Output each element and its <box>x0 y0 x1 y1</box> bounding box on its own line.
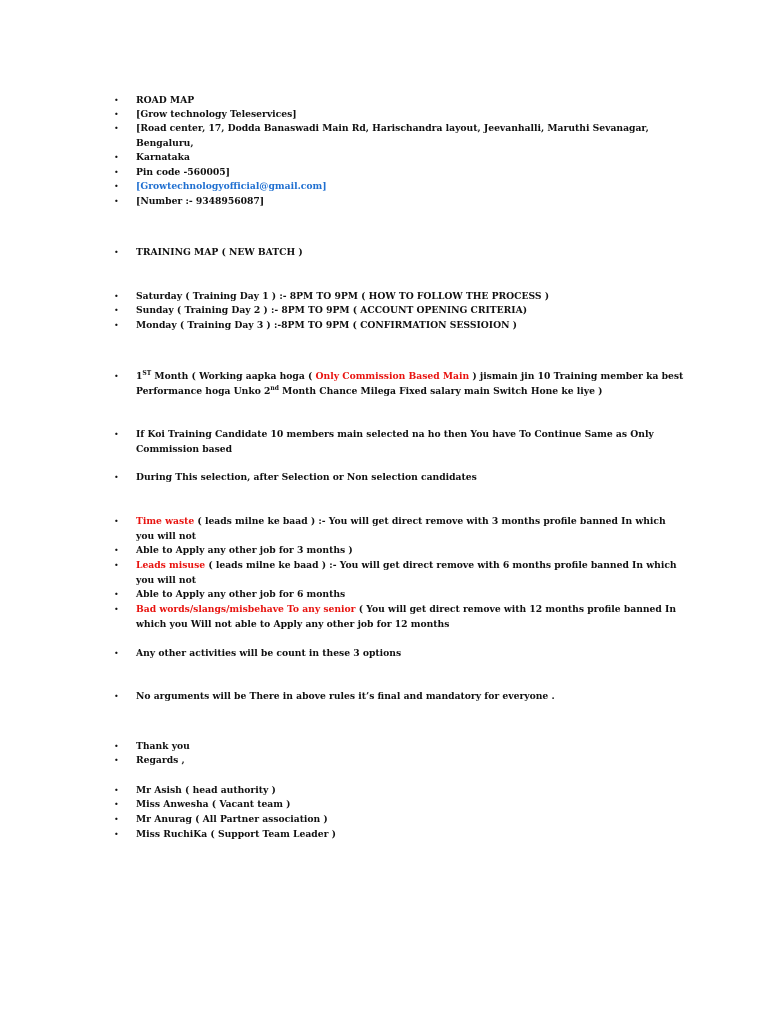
bullet-icon: • <box>114 248 119 257</box>
training-day-2: Sunday ( Training Day 2 ) :- 8PM TO 9PM ( ACCOUNT OPENING CRITERIA) <box>136 305 528 316</box>
bullet-icon: • <box>114 292 119 301</box>
person-anwesha: Miss Anwesha ( Vacant team ) <box>136 799 291 810</box>
thank-you-item <box>114 740 684 755</box>
address-line-2: Bengaluru, <box>136 137 194 149</box>
bullet-icon: • <box>114 830 119 839</box>
regards-item <box>114 754 684 769</box>
other-activities-item <box>114 647 684 662</box>
time-able-text: Able to Apply any other job for 3 months ) <box>136 545 353 556</box>
bad-words-text-2: which you Will not able to Apply any other job for 12 months <box>136 618 450 630</box>
address-item <box>114 122 684 151</box>
bullet-icon: • <box>114 546 119 555</box>
person-item <box>114 784 684 799</box>
during-item <box>114 471 684 486</box>
commission-highlight: Only Commission Based Main <box>315 371 470 382</box>
rule-time-waste-item <box>114 515 684 544</box>
month-text-1: Month ( Working aapka hoga ( <box>151 371 316 382</box>
regards-text: Regards , <box>136 755 185 766</box>
bullet-icon: • <box>114 473 119 482</box>
bullet-icon: • <box>114 800 119 809</box>
month-sup-nd: nd <box>270 384 279 392</box>
bullet-icon: • <box>114 306 119 315</box>
person-asish: Mr Asish ( head authority ) <box>136 785 276 796</box>
training-day-1: Saturday ( Training Day 1 ) :- 8PM TO 9PM ( HOW TO FOLLOW THE PROCESS ) <box>136 291 550 302</box>
bullet-icon: • <box>114 197 119 206</box>
no-arguments-item <box>114 690 684 705</box>
month-text-2: ) jismain jin 10 Training member ka best <box>469 371 684 382</box>
bullet-icon: • <box>114 321 119 330</box>
company-name: [Grow technology Teleservices] <box>136 109 297 120</box>
bad-words-text: ( You will get direct remove with 12 months profile banned In <box>355 604 677 615</box>
bullet-icon: • <box>114 372 119 381</box>
other-activities-text: Any other activities will be count in these 3 options <box>136 648 402 659</box>
koi-line-2: Commission based <box>136 443 233 455</box>
pin-code: Pin code -560005] <box>136 167 230 178</box>
training-day-item <box>114 319 684 334</box>
bullet-icon: • <box>114 756 119 765</box>
bullet-icon: • <box>114 561 119 570</box>
koi-item <box>114 428 684 457</box>
leads-able-text: Able to Apply any other job for 6 months <box>136 589 346 600</box>
bullet-icon: • <box>114 742 119 751</box>
rule-bad-words-item <box>114 603 684 632</box>
koi-line-1: If Koi Training Candidate 10 members main selected na ho then You have To Continue Same as Only <box>136 429 654 440</box>
bullet-icon: • <box>114 786 119 795</box>
rule-time-able-item <box>114 544 684 559</box>
state-text: Karnataka <box>136 152 190 163</box>
bullet-icon: • <box>114 96 119 105</box>
leads-misuse-text-2: you will not <box>136 574 196 586</box>
time-waste-label: Time waste <box>136 516 195 527</box>
person-item <box>114 828 684 843</box>
bullet-icon: • <box>114 815 119 824</box>
rule-leads-misuse-item <box>114 559 684 588</box>
number-item <box>114 195 684 210</box>
no-arguments-text: No arguments will be There in above rules it’s final and mandatory for everyone . <box>136 691 555 702</box>
bullet-icon: • <box>114 605 119 614</box>
person-item <box>114 813 684 828</box>
email-item <box>114 180 684 195</box>
leads-misuse-text: ( leads milne ke baad ) :- You will get direct remove with 6 months profile banned In which <box>205 560 677 571</box>
month-text-4: Month Chance Milega Fixed salary main Switch Hone ke liye ) <box>278 385 603 397</box>
during-text: During This selection, after Selection or Non selection candidates <box>136 472 477 483</box>
state-item <box>114 151 684 166</box>
bullet-icon: • <box>114 517 119 526</box>
bullet-icon: • <box>114 153 119 162</box>
road-map-title: ROAD MAP <box>136 95 195 106</box>
pin-item <box>114 166 684 181</box>
road-map-title-item <box>114 94 684 109</box>
address-line-1: [Road center, 17, Dodda Banaswadi Main Rd, Harischandra layout, Jeevanhalli, Maruthi Sevanagar, <box>136 123 649 134</box>
training-map-title-item <box>114 246 684 261</box>
phone-number: [Number :- 9348956087] <box>136 196 265 207</box>
time-waste-text-2: you will not <box>136 530 196 542</box>
person-item <box>114 798 684 813</box>
bullet-icon: • <box>114 110 119 119</box>
bullet-icon: • <box>114 430 119 439</box>
training-day-3: Monday ( Training Day 3 ) :-8PM TO 9PM ( CONFIRMATION SESSIOION ) <box>136 320 518 331</box>
time-waste-text: ( leads milne ke baad ) :- You will get direct remove with 3 months profile banned In which <box>194 516 666 527</box>
bullet-icon: • <box>114 692 119 701</box>
month-text-3: Performance hoga Unko 2 <box>136 385 271 397</box>
bullet-icon: • <box>114 649 119 658</box>
person-anurag: Mr Anurag ( All Partner association ) <box>136 814 328 825</box>
training-map-title: TRAINING MAP ( NEW BATCH ) <box>136 247 303 258</box>
bad-words-label: Bad words/slangs/misbehave To any senior <box>136 604 356 615</box>
training-day-item <box>114 304 684 319</box>
company-item <box>114 108 684 123</box>
bullet-icon: • <box>114 182 119 191</box>
bullet-icon: • <box>114 124 119 133</box>
month-num: 1 <box>136 371 143 382</box>
month-item <box>114 370 684 399</box>
month-sup-st: ST <box>142 370 152 377</box>
thank-you-text: Thank you <box>136 741 190 752</box>
rule-leads-able-item <box>114 588 684 603</box>
bullet-icon: • <box>114 168 119 177</box>
person-ruchika: Miss RuchiKa ( Support Team Leader ) <box>136 829 336 840</box>
email-link[interactable]: [Growtechnologyofficial@gmail.com] <box>136 181 327 192</box>
leads-misuse-label: Leads misuse <box>136 560 206 571</box>
training-day-item <box>114 290 684 305</box>
bullet-icon: • <box>114 590 119 599</box>
